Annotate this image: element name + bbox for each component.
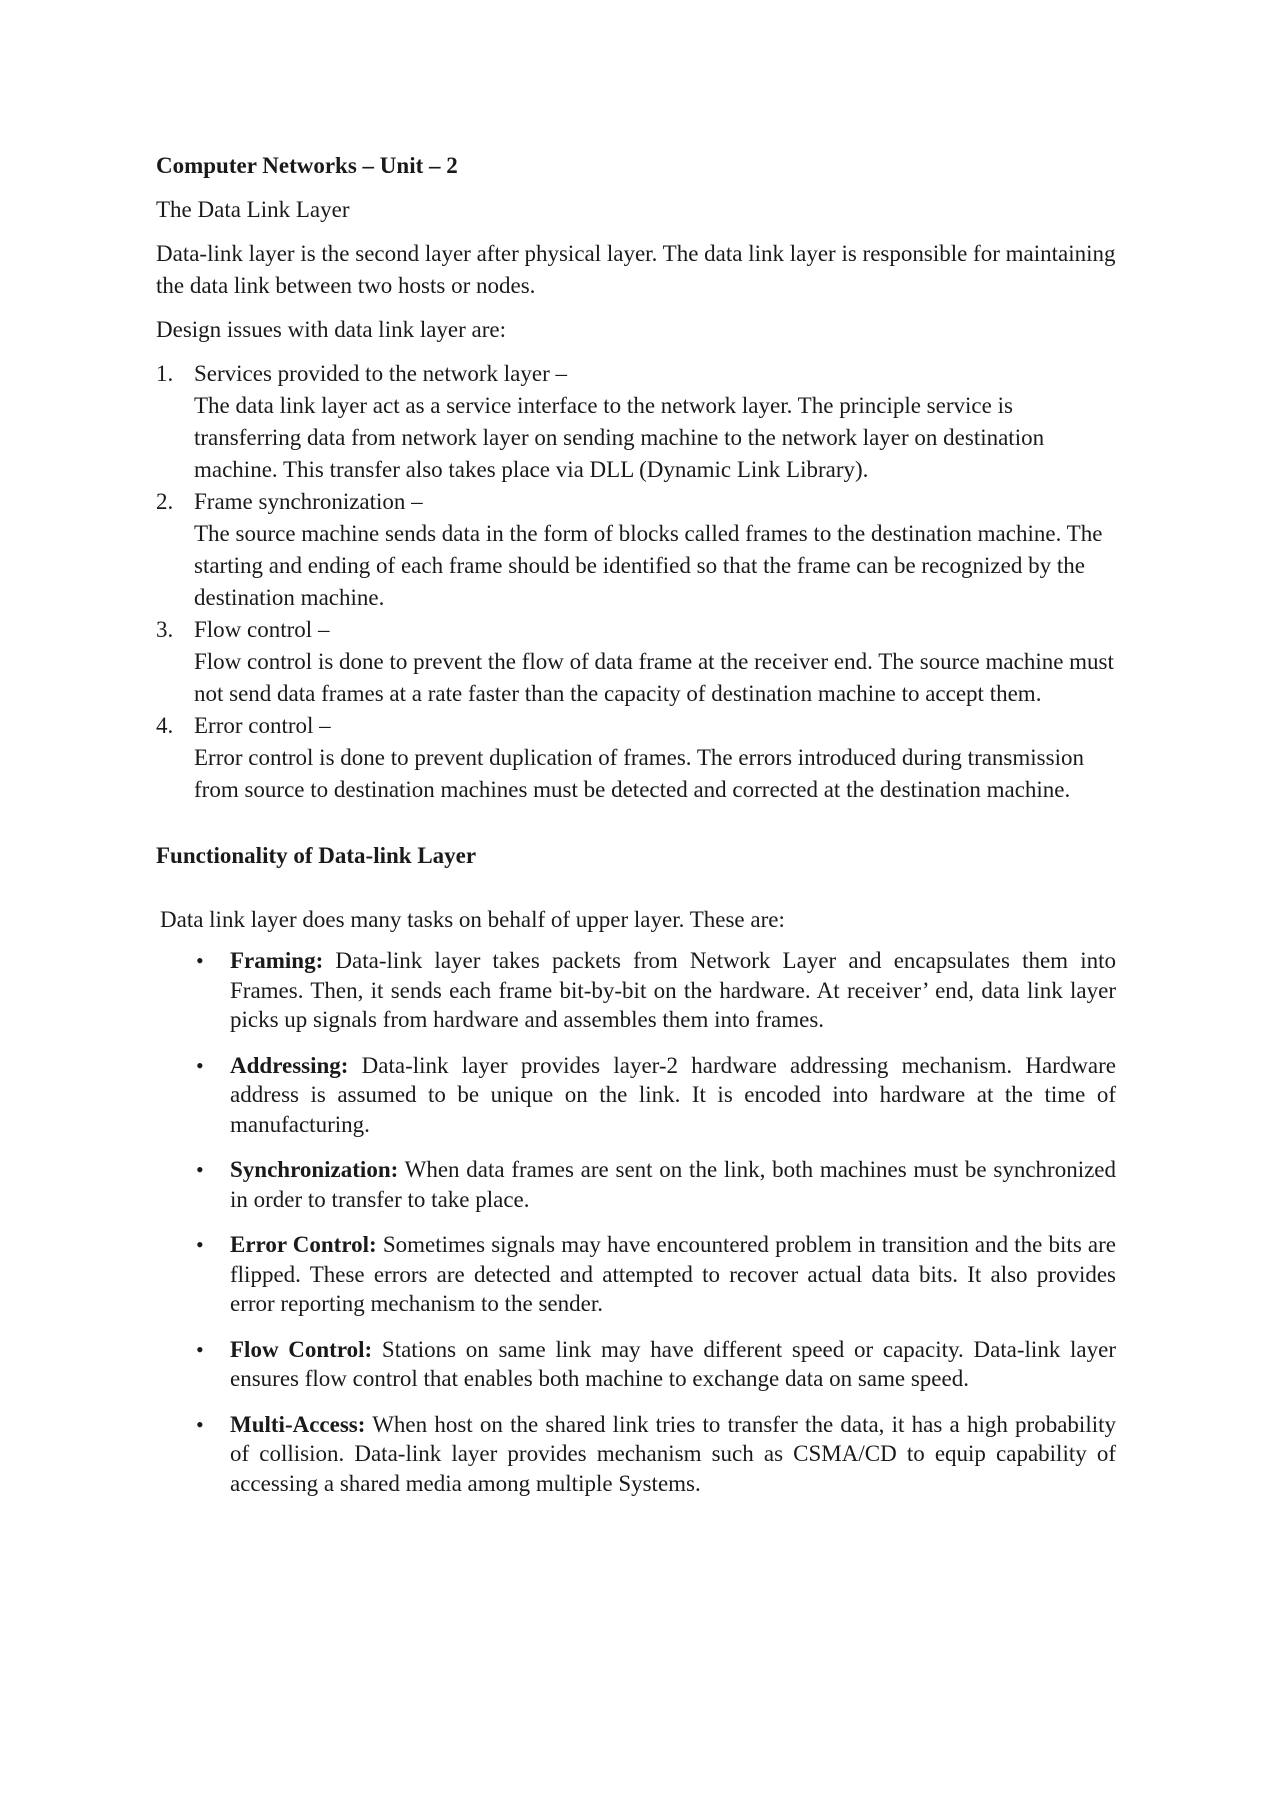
functionality-item	[156, 1335, 1116, 1394]
design-issues-list	[156, 358, 1116, 806]
function-term: Error Control:	[230, 1232, 377, 1257]
item-number: 3.	[156, 617, 174, 642]
function-text: Stations on same link may have different speed or capacity. Data-link layer ensures flow control that enables both machine to exchange data on same speed.	[230, 1336, 1117, 1391]
function-term: Flow Control:	[230, 1336, 373, 1362]
item-number: 2.	[156, 489, 174, 514]
functionality-list	[156, 946, 1116, 1498]
functionality-item	[156, 1051, 1116, 1140]
bullet-icon: •	[196, 1052, 204, 1078]
design-issue-body: Flow control is done to prevent the flow of data frame at the receiver end. The source machine must not send data frames at a rate faster than the capacity of destination machine to accept them.	[194, 649, 1114, 706]
design-issue-heading: Services provided to the network layer –	[194, 361, 567, 386]
document-page	[156, 150, 1116, 1514]
design-issue-item	[156, 710, 1116, 806]
design-issue-heading: Error control –	[194, 713, 331, 738]
functionality-heading: Functionality of Data-link Layer	[156, 843, 477, 868]
function-term: Synchronization:	[230, 1157, 399, 1182]
functionality-intro: Data link layer does many tasks on behalf of upper layer. These are:	[160, 907, 785, 932]
function-term: Addressing:	[230, 1052, 349, 1078]
design-issue-body: The data link layer act as a service interface to the network layer. The principle service is transferring data from network layer on sending machine to the network layer on destination machine. This transfer also takes place via DLL (Dynamic Link Library).	[194, 393, 1045, 482]
design-issue-item	[156, 358, 1116, 486]
functionality-item	[156, 1230, 1116, 1319]
document-title: Computer Networks – Unit – 2	[156, 153, 458, 178]
design-issue-item	[156, 614, 1116, 710]
function-text: When data frames are sent on the link, both machines must be synchronized in order to transfer to take place.	[230, 1157, 1116, 1212]
design-issue-item	[156, 486, 1116, 614]
item-number: 1.	[156, 361, 174, 386]
bullet-icon: •	[196, 1336, 204, 1362]
design-issue-body: Error control is done to prevent duplication of frames. The errors introduced during transmission from source to destination machines must be detected and corrected at the destination machine.	[194, 745, 1084, 802]
item-number: 4.	[156, 713, 174, 738]
function-text: When host on the shared link tries to transfer the data, it has a high probability of collision. Data-link layer provides mechanism such as CSMA/CD to equip capability of accessing a shared media among multiple Systems.	[230, 1411, 1116, 1496]
design-issues-lead: Design issues with data link layer are:	[156, 317, 507, 342]
bullet-icon: •	[196, 1157, 204, 1182]
function-text: Data-link layer provides layer-2 hardware addressing mechanism. Hardware address is assumed to be unique on the link. It is encoded into hardware at the time of manufacturing.	[230, 1052, 1116, 1137]
function-text: Sometimes signals may have encountered problem in transition and the bits are flipped. These errors are detected and attempted to recover actual data bits. It also provides error reporting mechanism to the sender.	[230, 1232, 1116, 1316]
design-issue-body: The source machine sends data in the form of blocks called frames to the destination machine. The starting and ending of each frame should be identified so that the frame can be recognized by the destination machine.	[194, 521, 1103, 610]
function-term: Framing:	[230, 948, 324, 973]
bullet-icon: •	[196, 1411, 204, 1437]
functionality-item	[156, 946, 1116, 1035]
document-subtitle: The Data Link Layer	[156, 197, 350, 222]
intro-paragraph: Data-link layer is the second layer after physical layer. The data link layer is responsible for maintaining the data link between two hosts or nodes.	[156, 241, 1116, 298]
functionality-item	[156, 1155, 1116, 1214]
design-issue-heading: Flow control –	[194, 617, 330, 642]
function-text: Data-link layer takes packets from Network Layer and encapsulates them into Frames. Then, it sends each frame bit-by-bit on the hardware. At receiver’ end, data link layer picks up signals from hardware and assembles them into frames.	[230, 948, 1116, 1032]
function-term: Multi-Access:	[230, 1411, 366, 1437]
bullet-icon: •	[196, 948, 204, 973]
bullet-icon: •	[196, 1232, 204, 1257]
functionality-item	[156, 1410, 1116, 1499]
design-issue-heading: Frame synchronization –	[194, 489, 423, 514]
